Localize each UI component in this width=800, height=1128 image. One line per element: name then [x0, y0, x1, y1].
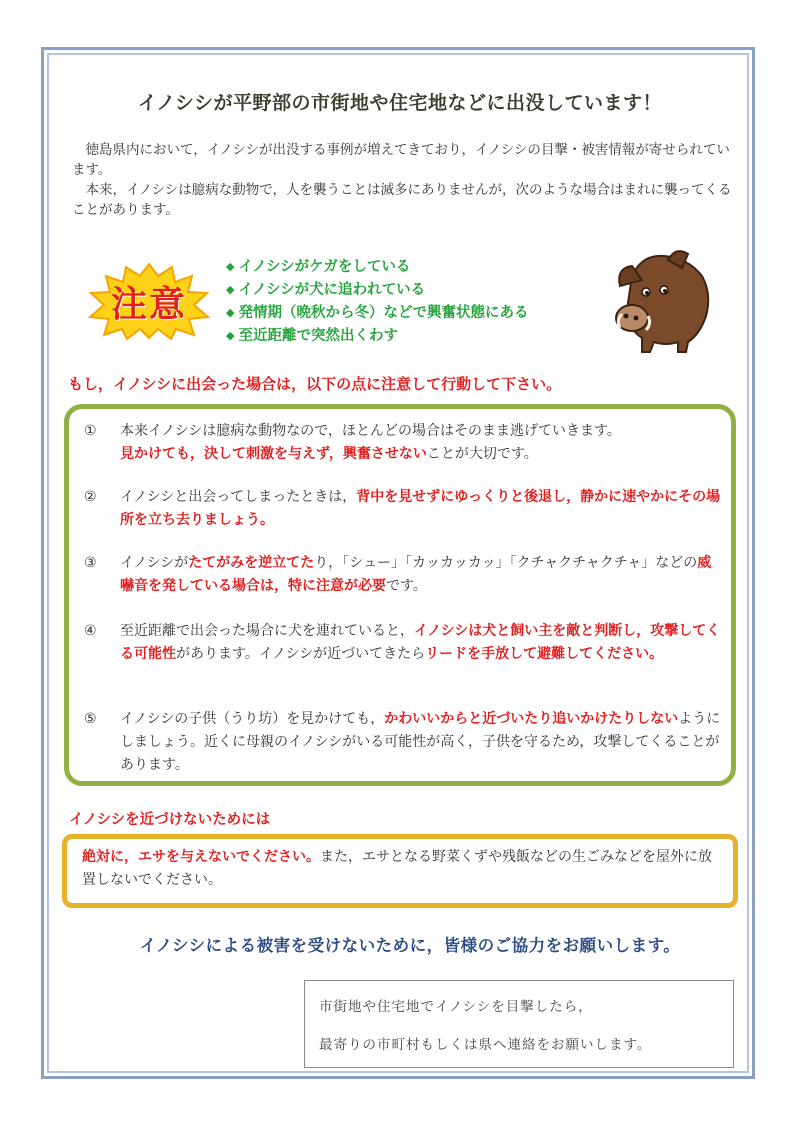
intro [72, 140, 732, 220]
point-number: ④ [84, 623, 97, 639]
point-emphasis: 威嚇音を発している場合は，特に注意が必要 [120, 555, 712, 594]
intro-paragraph-1: 徳島県内において，イノシシが出没する事例が増えてきており，イノシシの目撃・被害情報が寄せられています。 [72, 142, 730, 178]
keep-away-rest: また，エサとなる野菜くずや残飯などの生ごみなどを屋外に放置しないでください。 [82, 849, 712, 888]
point-item-4 [84, 620, 724, 666]
point-text: があります。イノシシが近づいてきたら [176, 646, 426, 662]
point-text: です。 [386, 578, 427, 594]
point-emphasis: リードを手放して避難してください。 [425, 646, 664, 662]
point-text: 本来イノシシは臆病な動物なので，ほとんどの場合はそのまま逃げていきます。 [120, 423, 621, 439]
encounter-heading: もし，イノシシに出会った場合は，以下の点に注意して行動して下さい。 [68, 375, 562, 393]
keep-away-heading: イノシシを近づけないためには [69, 812, 271, 828]
caution-item: ◆ イノシシが犬に追われている [226, 279, 606, 302]
caution-badge [88, 262, 210, 340]
point-text: ことが大切です。 [426, 446, 538, 462]
point-emphasis: イノシシは犬と飼い主を敵と判断し，攻撃してくる可能性 [120, 623, 721, 662]
contact-line-1: 市街地や住宅地でイノシシを目撃したら， [319, 999, 593, 1015]
point-text: イノシシの子供（うり坊）を見かけても， [120, 711, 385, 727]
caution-item: ◆ イノシシがケガをしている [226, 256, 606, 279]
point-emphasis: かわいいからと近づいたり追いかけたりしない [384, 711, 679, 727]
point-number: ⑤ [84, 711, 97, 727]
point-item-1 [84, 420, 724, 466]
point-item-2 [84, 486, 724, 532]
closing-message: イノシシによる被害を受けないために，皆様のご協力をお願いします。 [139, 936, 681, 955]
point-emphasis: たてがみを逆立てた [188, 555, 315, 571]
boar-illustration [602, 246, 714, 356]
point-text: り，「シュー」「カッカッカッ」「クチャクチャクチャ」などの [314, 555, 698, 571]
point-item-3 [84, 552, 724, 598]
keep-away-text [82, 846, 722, 892]
point-text: ようにしましょう。近くに母親のイノシシがいる可能性が高く，子供を守るため，攻撃してくることがあります。 [120, 711, 721, 773]
point-emphasis: 見かけても，決して刺激を与えず，興奮させない [120, 446, 427, 462]
page-title: イノシシが平野部の市街地や住宅地などに出没しています！ [137, 92, 663, 114]
contact-box [304, 980, 734, 1068]
point-number: ③ [84, 555, 97, 571]
point-number: ① [84, 423, 97, 439]
point-text: 至近距離で出会った場合に犬を連れていると， [120, 623, 414, 639]
caution-list [226, 256, 606, 348]
keep-away-emphasis: 絶対に，エサを与えないでください。 [82, 849, 320, 865]
point-text: イノシシが [120, 555, 189, 571]
intro-paragraph-2: 本来，イノシシは臆病な動物で，人を襲うことは滅多にありませんが，次のような場合はまれに襲ってくることがあります。 [72, 182, 732, 218]
point-emphasis: 背中を見せずにゆっくりと後退し，静かに速やかにその場所を立ち去りましょう。 [120, 489, 721, 528]
point-text: イノシシと出会ってしまったときは， [120, 489, 357, 505]
caution-label: 注意 [110, 283, 187, 325]
contact-line-2: 最寄りの市町村もしくは県へ連絡をお願いします。 [319, 1037, 652, 1053]
caution-item: ◆ 至近距離で突然出くわす [226, 325, 606, 348]
point-number: ② [84, 489, 97, 505]
caution-item: ◆ 発情期（晩秋から冬）などで興奮状態にある [226, 302, 606, 325]
point-item-5 [84, 708, 724, 777]
